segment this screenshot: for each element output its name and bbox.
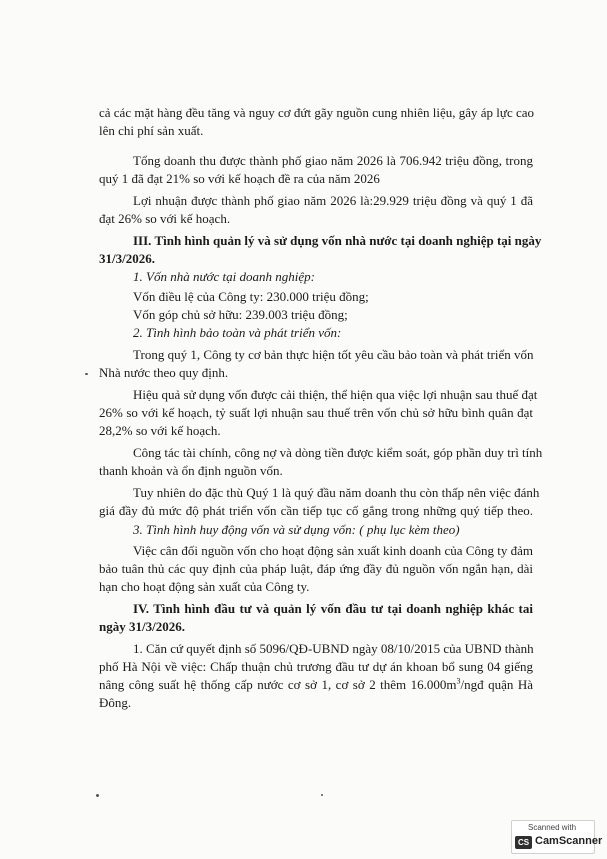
paragraph-line: Công tác tài chính, công nợ và dòng tiền được kiểm soát, góp phần duy trì tính [133,445,543,460]
superscript: 3 [456,676,461,686]
paragraph-line: Vốn góp chủ sở hữu: 239.003 triệu đồng; [133,307,348,322]
paragraph-line: phố Hà Nội về việc: Chấp thuận chủ trương đầu tư dự án khoan bổ sung 04 giếng [99,659,533,674]
paragraph-line: 26% so với kế hoạch, tỷ suất lợi nhuận sau thuế trên vốn chủ sở hữu bình quân đạt [99,405,533,420]
paragraph-line: Nhà nước theo quy định. [99,365,229,380]
paragraph-line: Đông. [99,695,132,710]
paragraph-line: cả các mặt hàng đều tăng và nguy cơ đứt gãy nguồn cung nhiên liệu, gây áp lực cao [99,105,535,120]
scan-speck [321,794,323,796]
scan-speck [85,373,88,375]
watermark-brand: CamScanner [535,835,603,847]
scan-speck [96,794,99,797]
paragraph-line: thanh khoản và ổn định nguồn vốn. [99,463,283,478]
paragraph-line: Việc cân đối nguồn vốn cho hoạt động sản xuất kinh doanh của Công ty đảm [133,543,533,558]
paragraph-line [99,676,533,694]
subsection-heading: 2. Tình hình bảo toàn và phát triển vốn: [133,325,342,340]
paragraph-line: Lợi nhuận được thành phố giao năm 2026 là:29.929 triệu đồng và quý 1 đã [133,193,533,208]
paragraph-line: Vốn điều lệ của Công ty: 230.000 triệu đồng; [133,289,369,304]
paragraph-line: giá đầy đủ mức độ phát triển vốn cần tiếp tục cố gắng trong những quý tiếp theo. [99,503,533,518]
scanner-watermark [511,820,603,854]
line-text: nâng công suất hệ thống cấp nước cơ sở 1, cơ sở 2 thêm 16.000m [99,677,457,692]
paragraph-line: 28,2% so với kế hoạch. [99,423,221,438]
camscanner-logo-icon: CS [515,836,532,849]
paragraph-line: Hiệu quả sử dụng vốn được cải thiện, thể hiện qua việc lợi nhuận sau thuế đạt [133,387,538,402]
paragraph-line: Tổng doanh thu được thành phố giao năm 2026 là 706.942 triệu đồng, trong [133,153,533,168]
paragraph-line: bảo tuân thủ các quy định của pháp luật, đáp ứng đầy đủ nguồn vốn ngắn hạn, dài [99,561,533,576]
paragraph-line: lên chi phí sản xuất. [99,123,204,138]
subsection-heading: 3. Tình hình huy động vốn và sử dụng vốn: ( phụ lục kèm theo) [133,522,460,537]
paragraph-line: đạt 26% so với kế hoạch. [99,211,231,226]
line-text: /ngđ quận Hà [460,677,533,692]
subsection-heading: 1. Vốn nhà nước tại doanh nghiệp: [133,269,315,284]
paragraph-line: 1. Căn cứ quyết định số 5096/QĐ-UBND ngày 08/10/2015 của UBND thành [133,641,534,656]
watermark-caption: Scanned with [528,823,577,832]
paragraph-line: Tuy nhiên do đặc thù Quý 1 là quý đầu năm doanh thu còn thấp nên việc đánh [133,485,540,500]
section-heading: ngày 31/3/2026. [99,619,185,634]
section-heading: 31/3/2026. [99,251,155,266]
section-heading: IV. Tình hình đầu tư và quản lý vốn đầu tư tại doanh nghiệp khác tai [133,601,533,616]
paragraph-line: hạn cho hoạt động sản xuất của Công ty. [99,579,310,594]
paragraph-line: Trong quý 1, Công ty cơ bản thực hiện tốt yêu cầu bảo toàn và phát triển vốn [133,347,534,362]
paragraph-line: quý 1 đã đạt 21% so với kế hoạch đề ra của năm 2026 [99,171,380,186]
section-heading: III. Tình hình quản lý và sử dụng vốn nhà nước tại doanh nghiệp tại ngày [133,233,542,248]
